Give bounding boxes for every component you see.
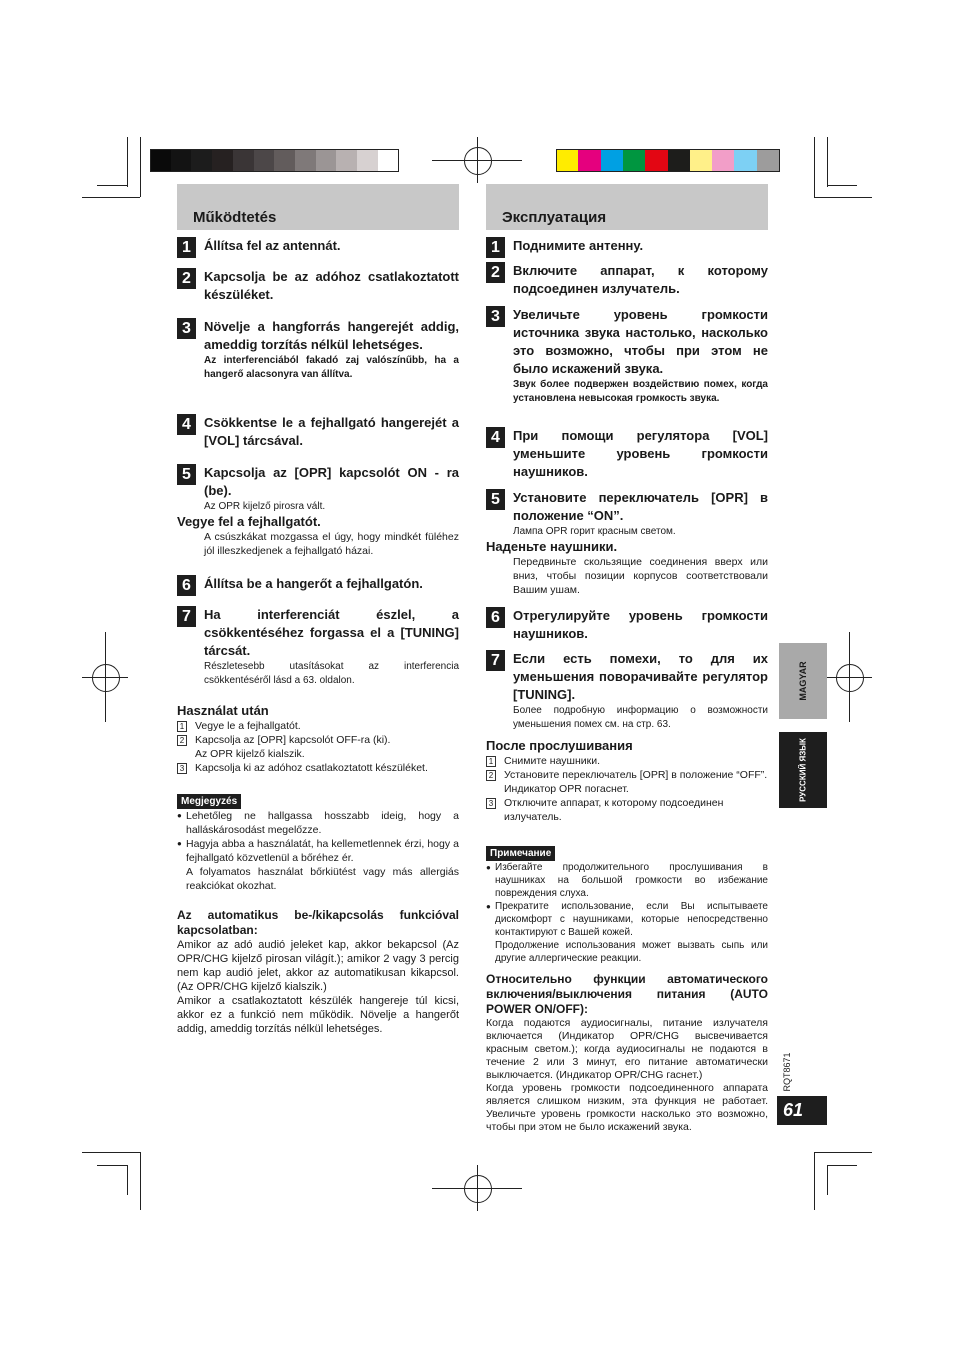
after-use-block	[177, 703, 459, 775]
section-header	[486, 184, 768, 230]
step-detail: Лампа OPR горит красным светом.	[513, 526, 676, 537]
auto-power-text-2: Когда уровень громкости подсоединенного аппарата является слишком низким, эта функция не работает. Увеличьте уровень громкости насколько это возможно, чтобы при этом не было искажений звука.	[486, 1082, 768, 1133]
step-number: 6	[177, 575, 196, 596]
step-text: Növelje a hangforrás hangerejét addig, ameddig torzítás nélkül lehetséges.	[204, 319, 459, 352]
step-2	[177, 268, 459, 304]
step-text: При помощи регулятора [VOL] уменьшите уровень громкости наушников.	[513, 428, 768, 479]
step-number: 1	[486, 237, 505, 258]
step-text: Включите аппарат, к которому подсоединен излучатель.	[513, 263, 768, 296]
step-number: 7	[177, 606, 196, 627]
auto-power-text-1: Когда подаются аудиосигналы, питание излучателя включается (Индикатор OPR/CHG высвечивается красным светом.); когда аудиосигналы не подаются в течение 2 или 3 минут, его питание автоматически выключается. (Индикатор OPR/CHG гаснет.)	[486, 1017, 768, 1081]
step-2	[486, 262, 768, 298]
step-number: 2	[177, 268, 196, 289]
step-text: Kapcsolja be az adóhoz csatlakoztatott készüléket.	[204, 269, 459, 302]
note-continuation: A folyamatos használat bőrkiütést vagy más allergiás reakciókat okozhat.	[186, 866, 459, 892]
step-detail: Более подробную информацию о возможности уменьшения помех см. на стр. 63.	[513, 705, 768, 730]
note-item: ● Hagyja abba a használatát, ha kellemetlennek érzi, hogy a fejhallgató közvetlenül a bőréhez ér.	[177, 837, 459, 865]
list-item: 3 Отключите аппарат, к которому подсоединен излучатель.	[486, 796, 768, 824]
note-item: ● Избегайте продолжительного прослушивания в наушниках на большой громкости во избежание повреждения слуха.	[486, 861, 768, 900]
step-3	[486, 306, 768, 406]
language-tab-russian: РУССКИЙ ЯЗЫК	[779, 732, 827, 808]
step-7	[177, 606, 459, 688]
step-text: Установите переключатель [OPR] в положение “ON”.	[513, 490, 768, 523]
step-text: Поднимите антенну.	[513, 238, 644, 253]
step-5	[177, 464, 459, 514]
note-block	[177, 791, 459, 893]
note-block	[486, 843, 768, 965]
step-number: 3	[486, 306, 505, 327]
step-3	[177, 318, 459, 382]
hungarian-column	[177, 184, 459, 1035]
step-number: 3	[177, 318, 196, 339]
auto-power-block	[486, 972, 768, 1134]
step-4	[177, 414, 459, 450]
step-detail: Részletesebb utasításokat az interferencia csökkentéséről lásd a 63. oldalon.	[204, 661, 459, 686]
russian-column	[486, 184, 768, 1133]
auto-power-title: Az automatikus be-/kikapcsolás funkcióval kapcsolatban:	[177, 908, 459, 937]
step-1	[486, 237, 768, 255]
list-item: 1 Снимите наушники.	[486, 754, 768, 768]
step-text: Állítsa be a hangerőt a fejhallgatón.	[204, 576, 423, 591]
note-label: Примечание	[486, 846, 555, 861]
note-item: ● Lehetőleg ne hallgassa hosszabb ideig, hogy a halláskárosodást megelőzze.	[177, 809, 459, 837]
step-number: 5	[177, 464, 196, 485]
section-title: Működtetés	[193, 209, 277, 226]
step-1	[177, 237, 459, 255]
auto-power-block	[177, 908, 459, 1036]
gray-bar-frame	[150, 149, 399, 172]
step-note: Звук более подвержен воздействию помех, когда установлена невысокая громкость звука.	[513, 379, 768, 404]
language-tab-magyar: MAGYAR	[779, 643, 827, 719]
step-number: 4	[177, 414, 196, 435]
after-use-block	[486, 738, 768, 824]
list-item: 3 Kapcsolja ki az adóhoz csatlakoztatott készüléket.	[177, 761, 459, 775]
color-bar-frame	[556, 149, 780, 172]
section-title: Эксплуатация	[502, 209, 607, 226]
step-number: 4	[486, 427, 505, 448]
step-6	[177, 575, 459, 593]
step-number: 6	[486, 607, 505, 628]
step-number: 1	[177, 237, 196, 258]
wear-text: A csúszkákat mozgassa el úgy, hogy mindkét füléhez jól illeszkedjenek a fejhallgató házai.	[204, 531, 459, 557]
page-number: 61	[777, 1096, 827, 1125]
step-6	[486, 607, 768, 643]
step-4	[486, 427, 768, 481]
wear-title: Vegye fel a fejhallgatót.	[177, 514, 321, 529]
after-use-title: После прослушивания	[486, 738, 633, 753]
list-item: 2 Kapcsolja az [OPR] kapcsolót OFF-ra (ki). Az OPR kijelző kialszik.	[177, 733, 459, 761]
step-number: 5	[486, 489, 505, 510]
wear-block	[486, 539, 768, 597]
auto-power-text-1: Amikor az adó audió jeleket kap, akkor bekapcsol (Az OPR/CHG kijelző pirosan világít.); amikor 2 vagy 3 percig nem kap audió jelet, akkor az automatikusan kikapcsol. (Az OPR/CHG kijelző kialszik.)	[177, 939, 459, 993]
step-text: Csökkentse le a fejhallgató hangerejét a [VOL] tárcsával.	[204, 415, 459, 448]
auto-power-text-2: Amikor a csatlakoztatott készülék hangereje túl kicsi, akkor ez a funkció nem működik. Növelje a hangerőt addig, ameddig torzítás nélkül lehetséges.	[177, 995, 459, 1035]
wear-title: Наденьте наушники.	[486, 539, 618, 554]
step-number: 2	[486, 262, 505, 283]
wear-block	[177, 514, 459, 558]
step-text: Kapcsolja az [OPR] kapcsolót ON - ra (be).	[204, 465, 459, 498]
step-number: 7	[486, 650, 505, 671]
wear-text: Передвиньте скользящие соединения вверх или вниз, чтобы позиции корпусов соответствовали Вашим ушам.	[513, 556, 768, 596]
step-text: Если есть помехи, то для их уменьшения поворачивайте регулятор [TUNING].	[513, 651, 768, 702]
step-note: Az interferenciából fakadó zaj valószínűbb, ha a hangerő alacsonyra van állítva.	[204, 355, 459, 380]
step-7	[486, 650, 768, 732]
step-5	[486, 489, 768, 539]
note-item: ● Прекратите использование, если Вы испытываете дискомфорт с наушниками, которые непосредственно контактируют с Вашей кожей.	[486, 900, 768, 939]
step-text: Увеличьте уровень громкости источника звука настолько, насколько это возможно, чтобы при этом не было искажений звука.	[513, 307, 768, 376]
list-item: 2 Установите переключатель [OPR] в положение “OFF”. Индикатор OPR погаснет.	[486, 768, 768, 796]
note-continuation: Продолжение использования может вызвать сыпь или другие аллергические реакции.	[495, 940, 768, 964]
after-use-title: Használat után	[177, 703, 269, 718]
list-item: 1 Vegye le a fejhallgatót.	[177, 719, 459, 733]
step-text: Ha interferenciát észlel, a csökkentéséhez forgassa el a [TUNING] tárcsát.	[204, 607, 459, 658]
step-text: Állítsa fel az antennát.	[204, 238, 341, 253]
note-label: Megjegyzés	[177, 794, 241, 809]
section-header	[177, 184, 459, 230]
document-code: RQT8671	[782, 1052, 792, 1092]
step-text: Отрегулируйте уровень громкости наушников.	[513, 608, 768, 641]
auto-power-title: Относительно функции автоматического включения/выключения питания (AUTO POWER ON/OFF):	[486, 972, 768, 1016]
step-detail: Az OPR kijelző pirosra vált.	[204, 501, 326, 512]
